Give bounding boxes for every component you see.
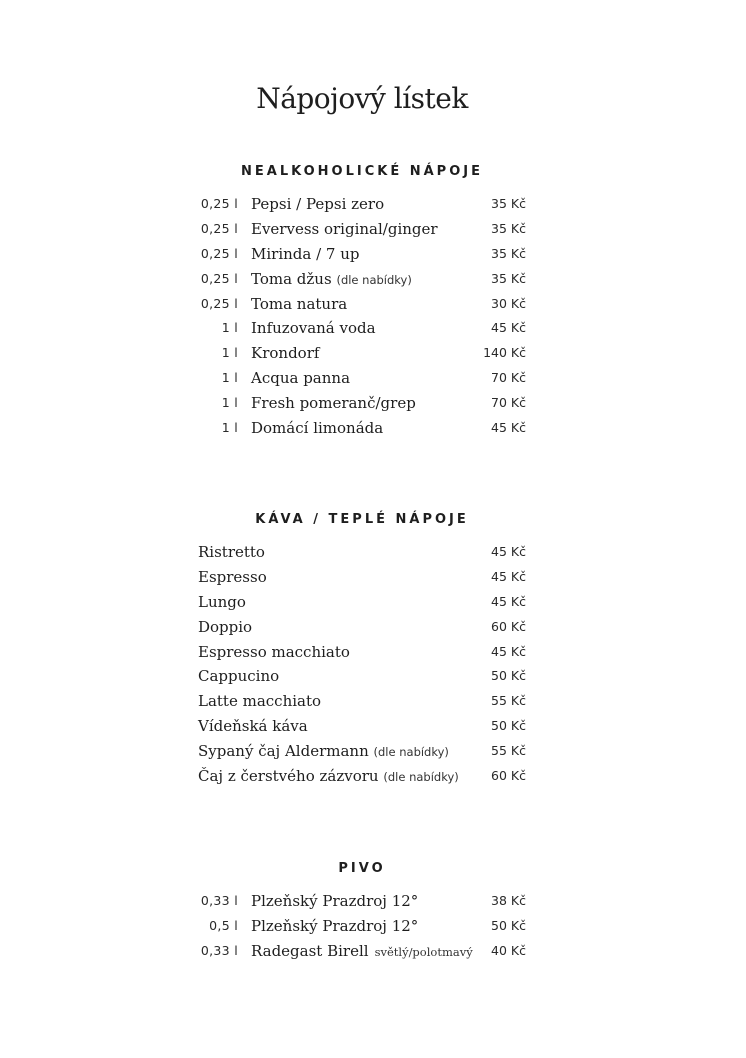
- item-quantity: 0,33 l: [200, 893, 238, 908]
- item-name-wrap: [251, 366, 350, 391]
- item-name-wrap: [198, 764, 459, 790]
- item-price: 45 Kč: [491, 544, 526, 559]
- item-name-wrap: [251, 267, 412, 293]
- item-name-wrap: [198, 615, 252, 640]
- item-name-wrap: [251, 939, 473, 965]
- item-name-wrap: [251, 914, 418, 939]
- item-price: 45 Kč: [491, 593, 526, 609]
- item-name-wrap: [251, 416, 383, 441]
- menu-item: [198, 714, 526, 739]
- section-title: PIVO: [338, 861, 386, 876]
- item-name: Doppio: [198, 617, 253, 636]
- section-soft-drinks: [198, 164, 526, 441]
- item-name: Lungo: [198, 592, 246, 611]
- item-name-wrap: [198, 739, 449, 765]
- item-name-wrap: [251, 889, 418, 914]
- item-name-wrap: [251, 292, 347, 317]
- item-name: Sypaný čaj Aldermann: [198, 742, 369, 761]
- item-name: Acqua panna: [251, 369, 351, 388]
- item-note: (dle nabídky): [373, 745, 449, 760]
- item-quantity: 0,33 l: [200, 942, 238, 958]
- item-name-wrap: [251, 316, 376, 341]
- item-price: 50 Kč: [491, 917, 526, 933]
- item-price: 50 Kč: [491, 718, 526, 734]
- item-name-wrap: [251, 192, 384, 217]
- item-price: 55 Kč: [491, 693, 526, 709]
- item-note: (dle nabídky): [383, 770, 459, 785]
- menu-item: [198, 416, 526, 441]
- menu-item: [198, 267, 526, 292]
- item-name: Fresh pomeranč/grep: [251, 394, 416, 413]
- item-quantity: 1 l: [221, 420, 238, 436]
- item-price: 30 Kč: [491, 295, 526, 311]
- item-name-wrap: [198, 565, 267, 590]
- item-price: 60 Kč: [491, 768, 526, 784]
- item-name: Vídeňská káva: [198, 717, 308, 736]
- menu-item: [198, 640, 526, 665]
- item-name: Radegast Birell: [251, 941, 369, 960]
- item-name-wrap: [251, 242, 360, 267]
- item-name: Toma natura: [251, 294, 348, 313]
- item-quantity: 1 l: [221, 345, 238, 361]
- item-price: 60 Kč: [491, 618, 526, 634]
- item-note: (dle nabídky): [336, 272, 412, 287]
- item-name: Toma džus: [251, 269, 332, 288]
- item-name: Espresso macchiato: [198, 642, 350, 661]
- item-name: Domácí limonáda: [251, 419, 384, 438]
- item-price: 55 Kč: [491, 743, 526, 759]
- item-quantity: 0,25 l: [200, 196, 238, 211]
- item-quantity: 1 l: [221, 370, 238, 386]
- item-name: Čaj z čerstvého zázvoru: [198, 767, 379, 786]
- item-quantity: 0,25 l: [200, 220, 238, 236]
- item-name: Krondorf: [251, 344, 320, 363]
- menu-item: [198, 689, 526, 714]
- item-name: Plzeňský Prazdroj 12°: [251, 916, 419, 935]
- item-price: 45 Kč: [491, 420, 526, 436]
- item-name-wrap: [198, 640, 350, 665]
- section-title: NEALKOHOLICKÉ NÁPOJE: [241, 164, 483, 179]
- item-price: 70 Kč: [491, 370, 526, 386]
- item-name: Infuzovaná voda: [251, 319, 376, 338]
- item-name-wrap: [198, 689, 321, 714]
- item-price: 50 Kč: [491, 668, 526, 684]
- menu-item: [198, 366, 526, 391]
- item-note: světlý/polotmavý: [374, 944, 473, 959]
- item-name: Mirinda / 7 up: [251, 244, 360, 263]
- item-price: 45 Kč: [491, 320, 526, 336]
- menu-item: [198, 242, 526, 267]
- item-name-wrap: [251, 391, 416, 416]
- item-name-wrap: [251, 341, 319, 366]
- section-beer: [198, 861, 526, 964]
- section-coffee: [198, 512, 526, 789]
- item-quantity: 1 l: [221, 395, 238, 411]
- item-price: 35 Kč: [491, 220, 526, 236]
- item-name-wrap: [198, 590, 246, 615]
- item-name: Pepsi / Pepsi zero: [251, 195, 385, 213]
- menu-item: [198, 590, 526, 615]
- item-price: 40 Kč: [491, 942, 526, 958]
- page-title: Nápojový lístek: [256, 82, 468, 115]
- menu-item: [198, 341, 526, 366]
- menu-item: [198, 739, 526, 764]
- menu-item: [198, 217, 526, 242]
- menu-item: [198, 764, 526, 789]
- item-price: 35 Kč: [491, 270, 526, 286]
- item-quantity: 1 l: [221, 320, 238, 336]
- item-price: 45 Kč: [491, 568, 526, 584]
- item-price: 140 Kč: [483, 345, 526, 361]
- item-price: 35 Kč: [491, 245, 526, 261]
- menu-item: [198, 664, 526, 689]
- menu-list: [198, 889, 526, 964]
- item-name: Plzeňský Prazdroj 12°: [251, 892, 419, 910]
- item-quantity: 0,5 l: [209, 917, 238, 933]
- item-quantity: 0,25 l: [200, 245, 238, 261]
- item-quantity: 0,25 l: [200, 295, 238, 311]
- menu-item: [198, 565, 526, 590]
- item-name: Ristretto: [198, 543, 265, 561]
- item-name: Cappucino: [198, 667, 280, 686]
- item-name-wrap: [251, 217, 438, 242]
- item-name: Espresso: [198, 567, 267, 586]
- menu-item: [198, 889, 526, 914]
- item-price: 35 Kč: [491, 196, 526, 211]
- item-name-wrap: [198, 664, 279, 689]
- menu-item: [198, 391, 526, 416]
- menu-item: [198, 615, 526, 640]
- menu-item: [198, 914, 526, 939]
- item-price: 70 Kč: [491, 395, 526, 411]
- menu-item: [198, 939, 526, 964]
- menu-item: [198, 540, 526, 565]
- item-name-wrap: [198, 540, 265, 565]
- item-name: Latte macchiato: [198, 692, 322, 711]
- section-title: KÁVA / TEPLÉ NÁPOJE: [255, 512, 469, 527]
- menu-list: [198, 540, 526, 789]
- item-price: 45 Kč: [491, 643, 526, 659]
- menu-list: [198, 192, 526, 441]
- item-quantity: 0,25 l: [200, 270, 238, 286]
- menu-item: [198, 316, 526, 341]
- item-price: 38 Kč: [491, 893, 526, 908]
- item-name-wrap: [198, 714, 308, 739]
- item-name: Evervess original/ginger: [251, 219, 438, 238]
- menu-item: [198, 192, 526, 217]
- menu-item: [198, 292, 526, 317]
